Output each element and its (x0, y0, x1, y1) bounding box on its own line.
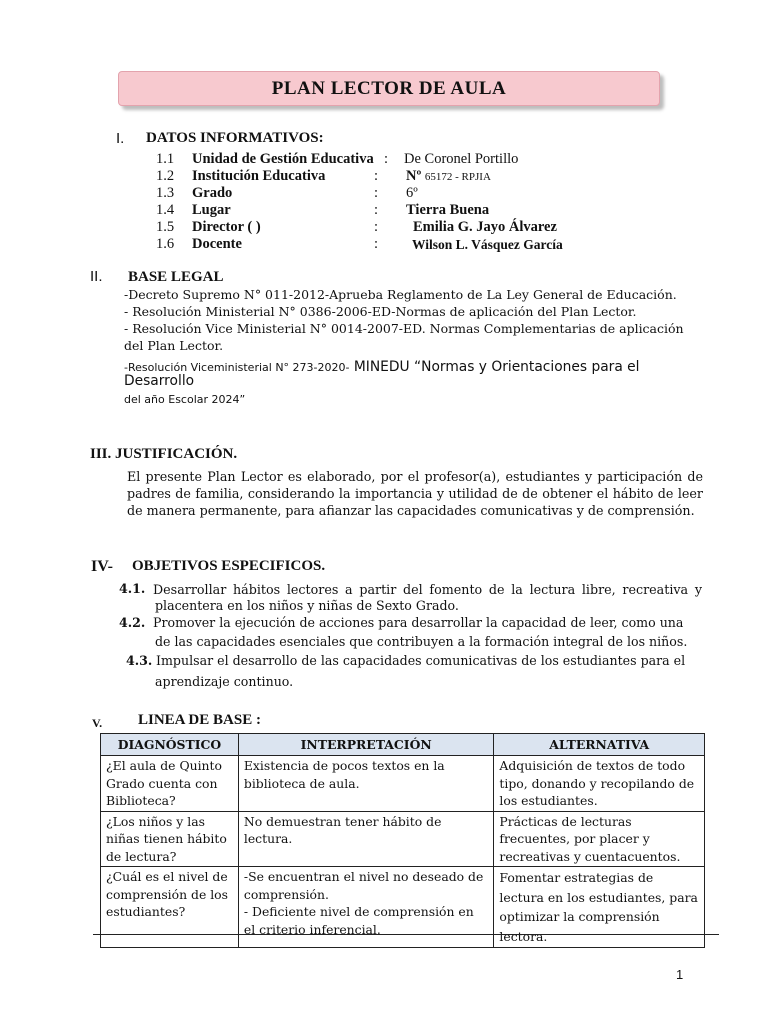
objective-line-2: aprendizaje continuo. (155, 674, 294, 689)
info-number: 1.4 (156, 202, 175, 218)
justification-paragraph: El presente Plan Lector es elaborado, por el profesor(a), estudiantes y participación de padres de familia, considerando la importancia y utilidad de de obtener el hábito de leer de manera permanente, para afianzar las capacidades comunicativas y de comprensión. (127, 469, 703, 519)
section-1-heading: DATOS INFORMATIVOS: (146, 130, 324, 146)
section-3-heading: III. JUSTIFICACIÓN. (90, 446, 238, 462)
info-label: Grado (192, 185, 233, 201)
page-number: 1 (676, 967, 684, 982)
table-cell: No demuestran tener hábito de lectura. (238, 811, 494, 867)
column-header-interpretacion: INTERPRETACIÓN (238, 734, 494, 756)
legal-line: del Plan Lector. (124, 338, 224, 353)
info-label: Institución Educativa (192, 168, 326, 184)
legal-line-5-rest: MINEDU “Normas y Orientaciones para el (349, 359, 640, 375)
info-label: Unidad de Gestión Educativa (192, 151, 374, 167)
table-cell: Prácticas de lecturas frecuentes, por placer y recreativas y cuentacuentos. (494, 811, 705, 867)
objective-item (119, 615, 145, 630)
info-label: Director ( ) (192, 219, 261, 235)
info-colon: : (374, 202, 379, 218)
objective-number: 4.2. (119, 615, 146, 630)
info-value-text: 65172 - RPJIA (424, 171, 491, 183)
legal-line-6: Desarrollo (124, 373, 195, 389)
legal-line-5-prefix: -Resolución Viceministerial N° 273-2020- (124, 361, 350, 374)
info-number: 1.6 (156, 236, 175, 252)
objective-text: Impulsar el desarrollo de las capacidades comunicativas de los estudiantes para el (156, 653, 686, 668)
section-4-number: IV- (91, 558, 113, 575)
info-colon: : (384, 151, 389, 167)
info-colon: : (374, 236, 379, 252)
section-2-number: II. (90, 268, 103, 285)
info-label: Lugar (192, 202, 231, 218)
column-header-diagnostico: DIAGNÓSTICO (101, 734, 239, 756)
info-label: Docente (192, 236, 242, 252)
legal-line-5 (124, 356, 640, 375)
justification-text (127, 468, 703, 520)
legal-line: - Resolución Ministerial N° 0386-2006-ED-Normas de aplicación del Plan Lector. (124, 304, 637, 319)
section-5-number: V. (92, 716, 103, 730)
info-colon: : (374, 168, 379, 184)
table-cell: Existencia de pocos textos en la biblioteca de aula. (238, 756, 494, 812)
table-cell: Fomentar estrategias de lectura en los estudiantes, para optimizar la comprensión lectora. (494, 867, 705, 948)
info-number: 1.1 (156, 151, 175, 167)
objective-line-2: de las capacidades esenciales que contribuyen a la formación integral de los niños. (155, 634, 688, 649)
table-row (101, 811, 705, 867)
info-value-prefix: Nº (406, 168, 422, 184)
info-value (406, 168, 491, 185)
objective-line (153, 581, 702, 598)
info-number: 1.5 (156, 219, 175, 235)
table-cell: Adquisición de textos de todo tipo, donando y recopilando de los estudiantes. (494, 756, 705, 812)
section-5-heading: LINEA DE BASE : (138, 712, 261, 728)
document-title: PLAN LECTOR DE AULA (271, 77, 507, 99)
table-cell: ¿Cuál es el nivel de comprensión de los estudiantes? (101, 867, 239, 948)
info-value: Wilson L. Vásquez García (412, 237, 563, 252)
info-value: De Coronel Portillo (404, 151, 519, 167)
table-cell: -Se encuentran el nivel no deseado de comprensión. - Deficiente nivel de comprensión en el criterio inferencial. (238, 867, 494, 948)
baseline-table (100, 733, 705, 948)
objective-text: Desarrollar hábitos lectores a partir del fomento de la lectura libre, recreativa y (153, 582, 702, 597)
legal-line: - Resolución Vice Ministerial N° 0014-2007-ED. Normas Complementarias de aplicación (124, 321, 684, 336)
objective-number: 4.1. (119, 581, 146, 596)
objective-item (126, 653, 152, 668)
info-colon: : (374, 219, 379, 235)
objective-number: 4.3. (126, 653, 153, 668)
section-1-number: I. (116, 130, 125, 147)
document-title-box (118, 71, 660, 106)
info-value: Emilia G. Jayo Álvarez (413, 219, 557, 235)
legal-line: -Decreto Supremo N° 011-2012-Aprueba Reglamento de La Ley General de Educación. (124, 287, 677, 302)
info-number: 1.2 (156, 168, 175, 184)
info-value: Tierra Buena (406, 202, 490, 218)
table-cell: ¿El aula de Quinto Grado cuenta con Biblioteca? (101, 756, 239, 812)
legal-line-7: del año Escolar 2024” (124, 393, 246, 406)
info-number: 1.3 (156, 185, 175, 201)
objective-text: Promover la ejecución de acciones para desarrollar la capacidad de leer, como una (153, 615, 684, 630)
section-4-heading: OBJETIVOS ESPECIFICOS. (132, 558, 326, 574)
table-row (101, 756, 705, 812)
table-bottom-rule (93, 934, 719, 935)
section-2-heading: BASE LEGAL (128, 269, 224, 285)
info-colon: : (374, 185, 379, 201)
table-header-row (101, 734, 705, 756)
table-row (101, 867, 705, 948)
column-header-alternativa: ALTERNATIVA (494, 734, 705, 756)
objective-item (119, 581, 145, 596)
info-value: 6º (406, 185, 418, 201)
objective-line-2: placentera en los niños y niñas de Sexto Grado. (155, 598, 459, 613)
table-cell: ¿Los niños y las niñas tienen hábito de lectura? (101, 811, 239, 867)
